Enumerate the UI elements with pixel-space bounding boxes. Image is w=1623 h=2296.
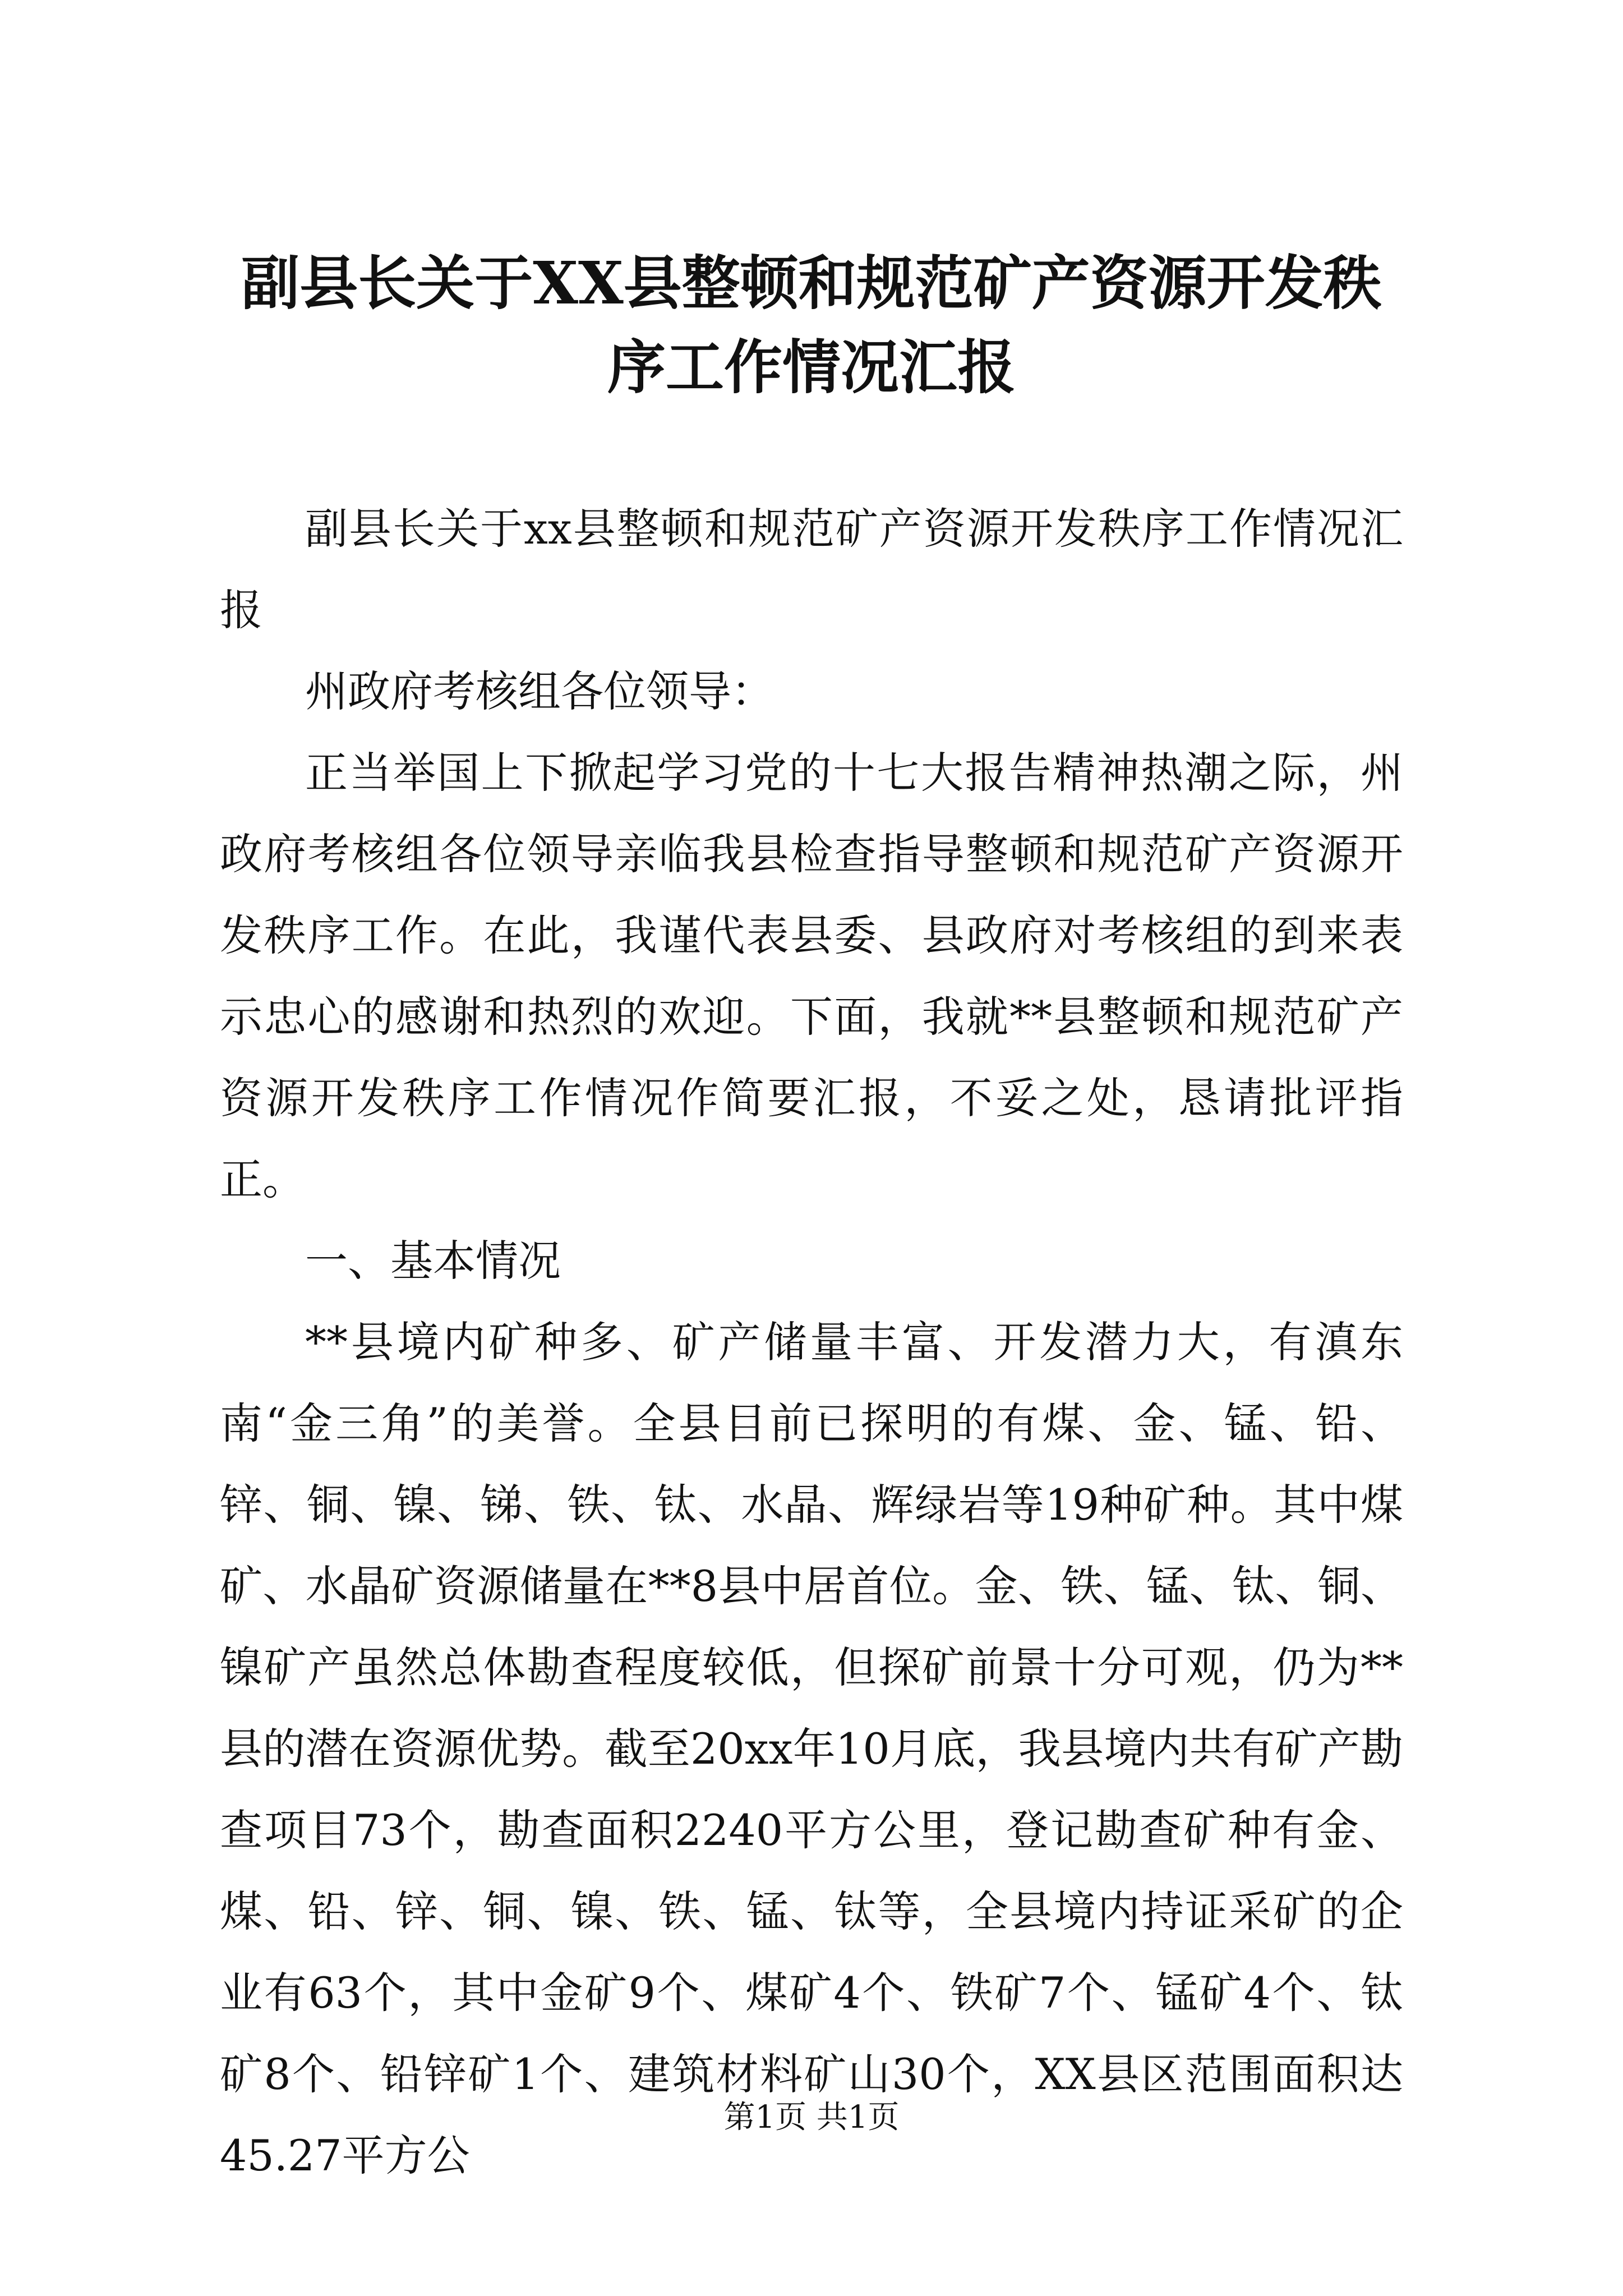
- page-footer: 第1页 共1页: [723, 2099, 900, 2136]
- paragraph-intro: 正当举国上下掀起学习党的十七大报告精神热潮之际，州政府考核组各位领导亲临我县检查指导整顿和规范矿产资源开发秩序工作。在此，我谨代表县委、县政府对考核组的到来表示忠心的感谢和热烈的欢迎。下面，我就**县整顿和规范矿产资源开发秩序工作情况作简要汇报，不妥之处，恳请批评指正。: [220, 748, 1403, 1204]
- paragraph-basic-situation: **县境内矿种多、矿产储量丰富、开发潜力大，有滇东南“金三角”的美誉。全县目前已探明的有煤、金、锰、铅、锌、铜、镍、锑、铁、钛、水晶、辉绿岩等19种矿种。其中煤矿、水晶矿资源储量在**8县中居首位。金、铁、锰、钛、铜、镍矿产虽然总体勘查程度较低，但探矿前景十分可观，仍为**县的潜在资源优势。截至20xx年10月底，我县境内共有矿产勘查项目73个，勘查面积2240平方公里，登记勘查矿种有金、煤、铅、锌、铜、镍、铁、锰、钛等，全县境内持证采矿的企业有63个，其中金矿9个、煤矿4个、铁矿7个、锰矿4个、钛矿8个、铅锌矿1个、建筑材料矿山30个，XX县区范围面积达45.27平方公: [220, 1317, 1403, 2180]
- document-body: [220, 488, 1403, 2196]
- section-heading-basic-situation: 一、基本情况: [305, 1236, 561, 1286]
- paragraph-salutation: 州政府考核组各位领导：: [305, 666, 774, 716]
- document-title: 副县长关于XX县整顿和规范矿产资源开发秩序工作情况汇报: [241, 249, 1382, 402]
- paragraph-subtitle: 副县长关于xx县整顿和规范矿产资源开发秩序工作情况汇报: [220, 504, 1403, 635]
